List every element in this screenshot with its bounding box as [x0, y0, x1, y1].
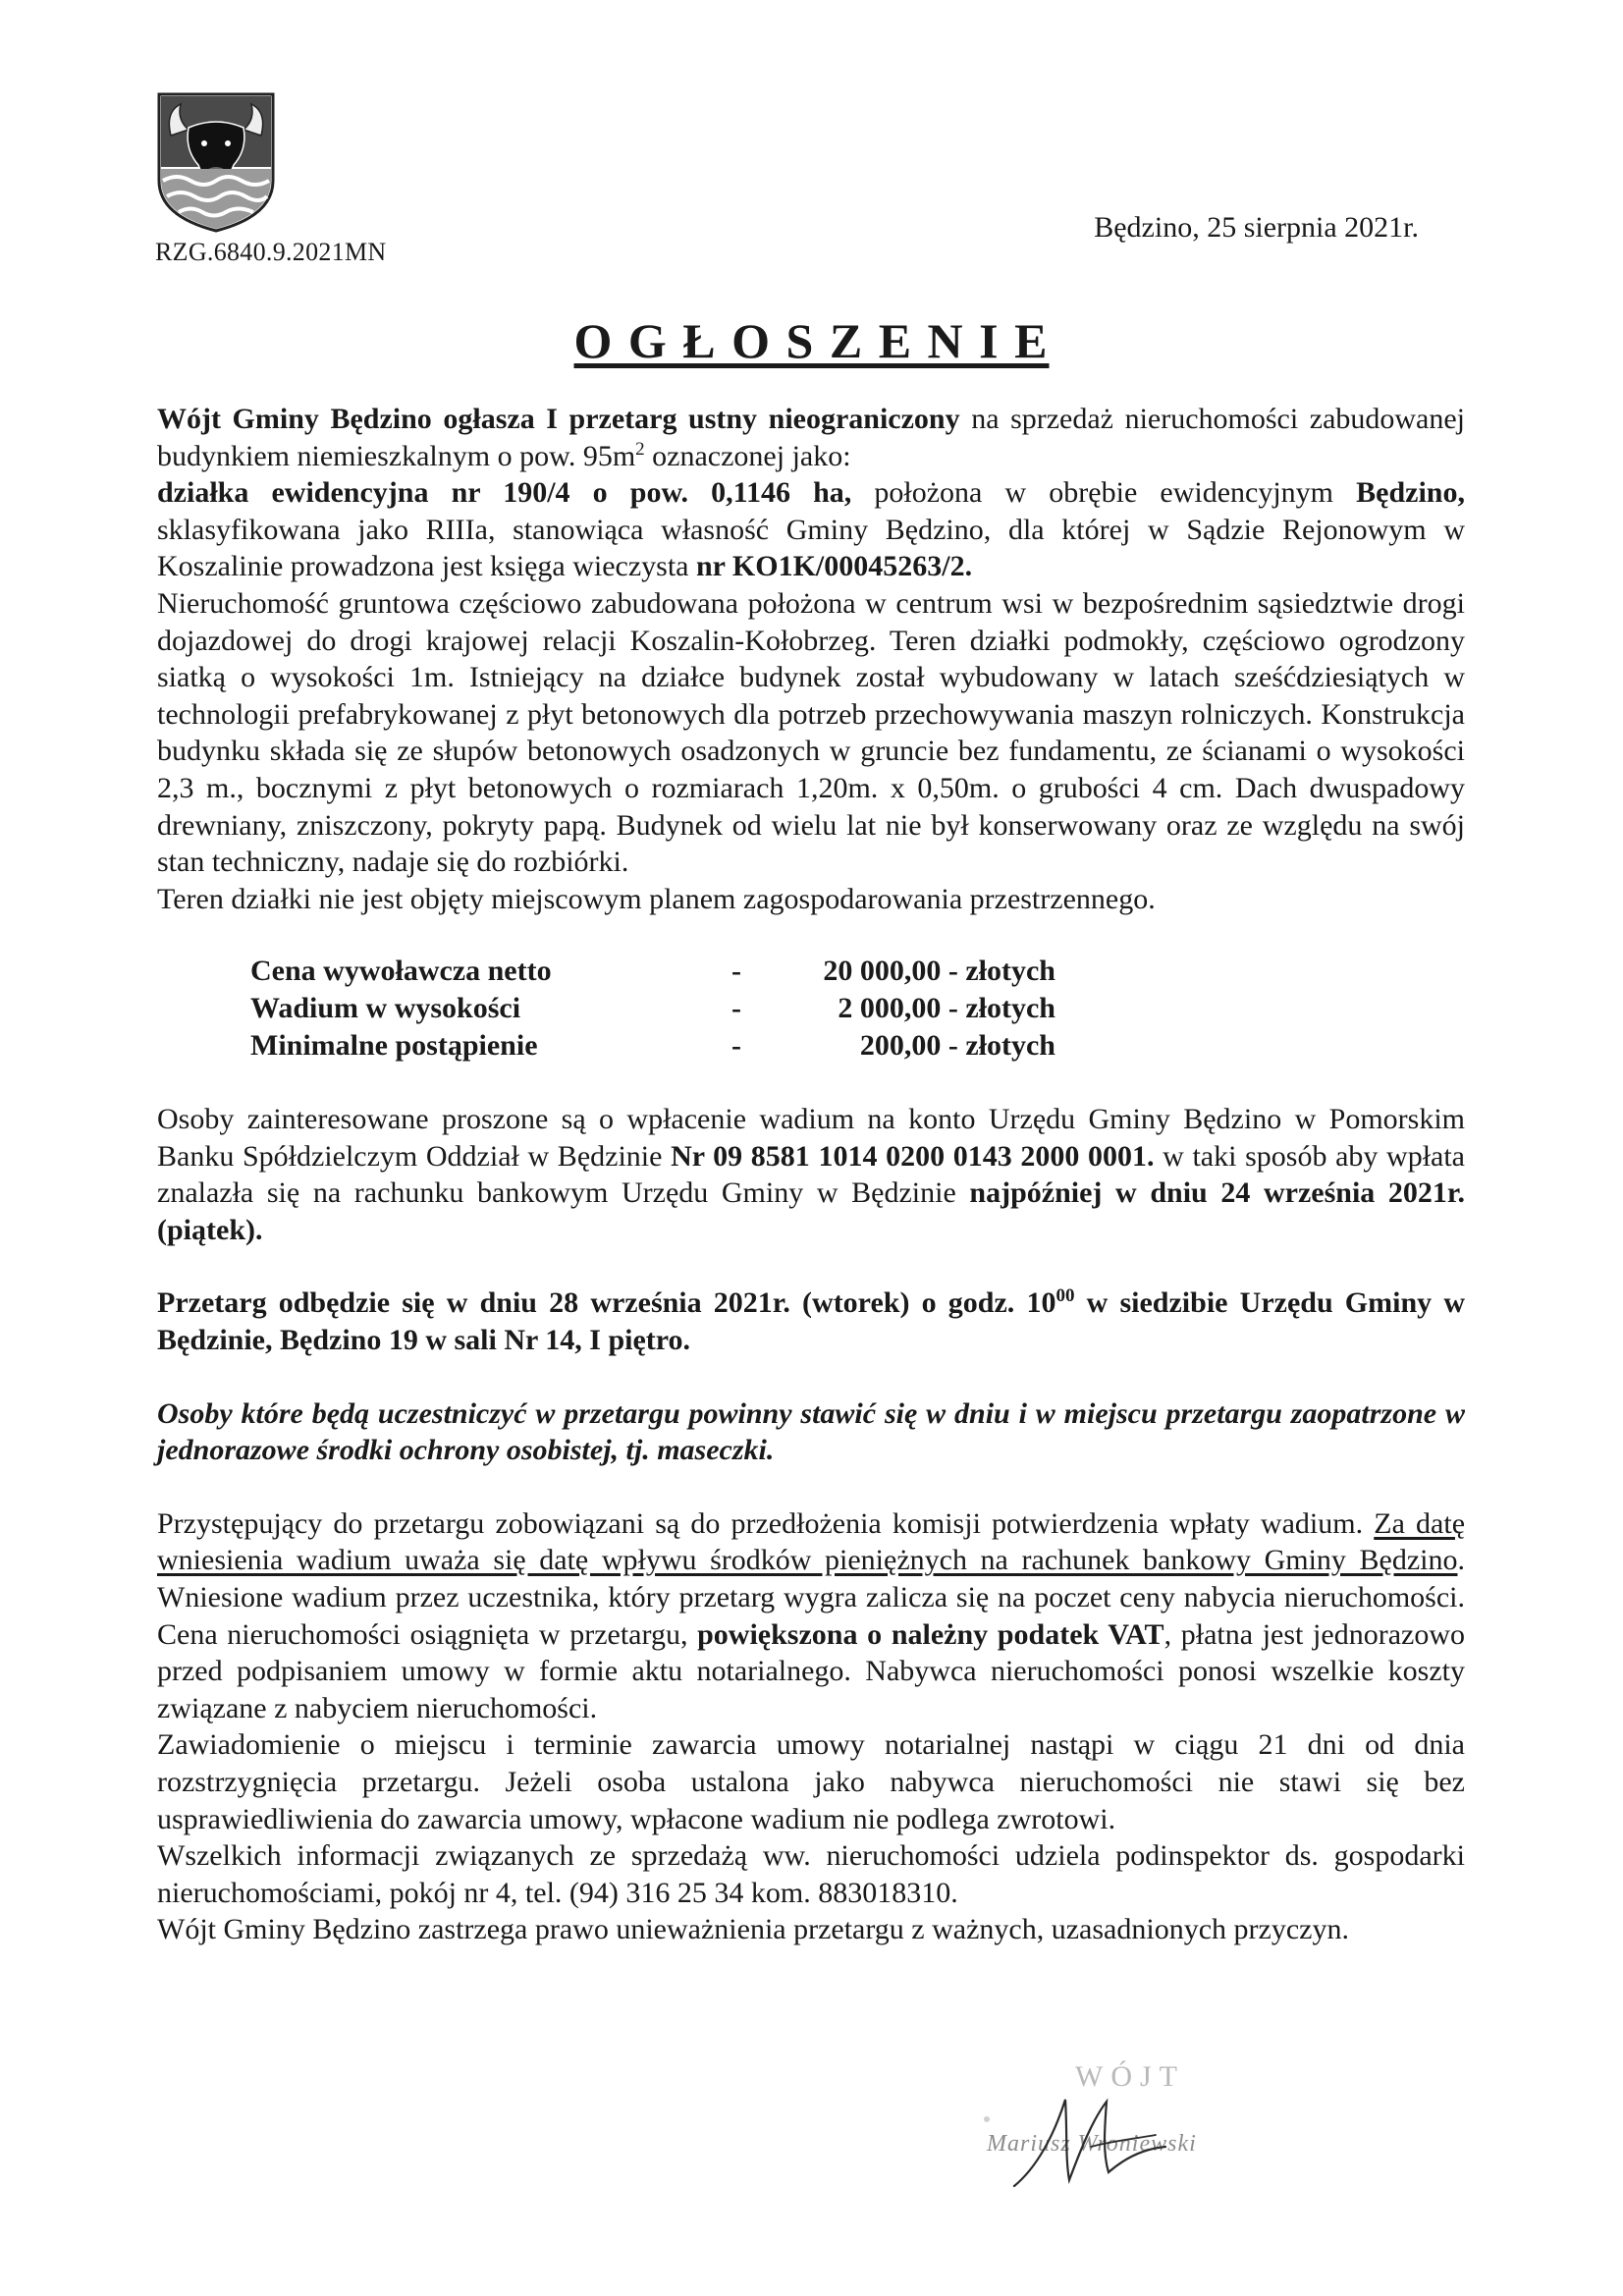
property-description-paragraph: Nieruchomość gruntowa częściowo zabudowana położona w centrum wsi w bezpośrednim sąsiedztwie drogi dojazdowej do drogi krajowej relacji Koszalin-Kołobrzeg. Teren działki podmokły, częściowo ogrodzony siatką o wysokości 1m. Istniejący na działce budynek został wybudowany w latach sześćdziesiątych w technologii prefabrykowanej z płyt betonowych dla potrzeb przechowywania maszyn rolniczych. Konstrukcja budynku składa się ze słupów betonowych osadzonych w gruncie bez fundamentu, ze ścianami o wysokości 2,3 m., bocznymi z płyt betonowych o rozmiarach 1,20m. x 0,50m. o grubości 4 cm. Dach dwuspadowy drewniany, zniszczony, pokryty papą. Budynek od wielu lat nie był konserwowany oraz ze względu na swój stan techniczny, nadaje się do rozbiórki. — [157, 586, 1465, 879]
notarial-contract-paragraph: Zawiadomienie o miejscu i terminie zawarcia umowy notarialnej nastąpi w ciągu 21 dni od dnia rozstrzygnięcia przetargu. Jeżeli osoba ustalona jako nabywca nieruchomości nie stawi się bez usprawiedliwienia do zawarcia umowy, wpłacone wadium nie podlega zwrotowi. — [157, 1728, 1465, 1835]
text-run: sklasyfikowana jako RIIIa, stanowiąca własność Gminy Będzino, dla której w Sądzie Rejonowym w Koszalinie prowadzona jest księga wieczysta — [157, 513, 1465, 583]
price-row — [250, 1027, 1055, 1065]
coat-of-arms-icon — [155, 90, 277, 234]
signature-stamp-name: Mariusz Wroniewski — [987, 2131, 1197, 2157]
price-row — [250, 953, 1055, 990]
deposit-payment-paragraph — [157, 1101, 1465, 1248]
mask-notice-paragraph — [157, 1395, 1465, 1469]
deposit-deadline: najpóźniej w dniu 24 września 2021r. (piątek). — [157, 1176, 1465, 1246]
price-dash: - — [731, 955, 741, 988]
price-value: 20 000,00 - złotych — [823, 955, 1055, 988]
bank-account-number: Nr 09 8581 1014 0200 0143 2000 0001. — [671, 1139, 1155, 1173]
text-run: oznaczonej jako: — [644, 439, 851, 472]
text-run: Za datę wniesienia wadium uważa się datę wpływu środków pieniężnych na rachunek bankowy Gminy Będzino — [157, 1506, 1466, 1577]
price-value: 200,00 - złotych — [859, 1028, 1055, 1062]
document-date: Będzino, 25 sierpnia 2021r. — [1094, 211, 1419, 244]
price-row — [250, 990, 1055, 1027]
text-run — [432, 403, 444, 435]
document-title: O G Ł O S Z E N I E — [573, 313, 1050, 368]
auction-announcement-paragraph — [157, 401, 1465, 585]
text-run: Osoby które będą uczestniczyć w przetargu powinny stawić się w dniu i w miejscu przetargu zaopatrzone w jednorazowe środki ochrony osobistej, tj. maseczki. — [157, 1396, 1465, 1467]
text-run: w siedzibie Urzędu Gminy w Będzinie, Będzino 19 w sali Nr 14, I piętro. — [157, 1286, 1465, 1357]
auction-date-paragraph — [157, 1285, 1465, 1358]
text-run: położona w obrębie ewidencyjnym — [851, 476, 1357, 510]
price-dash: - — [731, 991, 741, 1024]
participants-paragraph — [157, 1505, 1465, 1727]
reservation-paragraph: Wójt Gminy Będzino zastrzega prawo unieważnienia przetargu z ważnych, uzasadnionych przyczyn. — [157, 1913, 1349, 1946]
price-label: Minimalne postąpienie — [250, 1028, 538, 1062]
document-body — [157, 401, 1465, 1948]
text-run: działka ewidencyjna nr 190/4 o pow. 0,1146 ha, — [157, 476, 852, 510]
text-run: . Wniesione wadium przez uczestnika, który przetarg wygra zalicza się na poczet ceny nabycia nieruchomości. Cena nieruchomości osiągnięta w przetargu, — [157, 1544, 1465, 1651]
signature-block — [977, 2060, 1311, 2208]
text-run: nr KO1K/00045263/2. — [695, 550, 973, 583]
superscript: 00 — [1055, 1285, 1075, 1307]
handwritten-signature-icon — [997, 2090, 1183, 2200]
zoning-paragraph: Teren działki nie jest objęty miejscowym planem zagospodarowania przestrzennego. — [157, 882, 1156, 915]
text-run: na sprzedaż nieruchomości zabudowanej budynkiem niemieszkalnym o pow. 95m — [157, 403, 1466, 472]
text-run: Przetarg odbędzie się w dniu 28 września 2021r. (wtorek) o godz. 10 — [157, 1286, 1056, 1320]
text-run: , płatna jest jednorazowo przed podpisaniem umowy w formie aktu notarialnego. Nabywca nieruchomości ponosi wszelkie koszty związane z nabyciem nieruchomości. — [157, 1617, 1465, 1724]
price-label: Wadium w wysokości — [250, 991, 521, 1024]
price-table — [250, 953, 1055, 1064]
text-run: ogłasza I przetarg ustny nieograniczony — [443, 403, 960, 435]
text-run: Będzino, — [1356, 476, 1465, 510]
superscript: 2 — [635, 438, 645, 460]
price-label: Cena wywoławcza netto — [250, 955, 552, 988]
price-value: 2 000,00 - złotych — [838, 991, 1055, 1024]
text-run: w taki sposób aby wpłata znalazła się na rachunku bankowym Urzędu Gminy w Będzinie — [157, 1139, 1465, 1210]
text-run: Przystępujący do przetargu zobowiązani są do przedłożenia komisji potwierdzenia wpłaty wadium. — [157, 1506, 1375, 1540]
reference-number: RZG.6840.9.2021MN — [155, 238, 387, 266]
text-run: powiększona o należny podatek VAT — [697, 1617, 1164, 1651]
signature-stamp-title: WÓJT — [1075, 2060, 1185, 2093]
text-run: Wójt Gminy Będzino — [157, 403, 432, 435]
price-dash: - — [731, 1028, 741, 1062]
text-run: Osoby zainteresowane proszone są o wpłacenie wadium na konto Urzędu Gminy Będzino w Pomorskim Banku Spółdzielczym Oddział w Będzinie — [157, 1103, 1465, 1173]
contact-paragraph: Wszelkich informacji związanych ze sprzedażą ww. nieruchomości udziela podinspektor ds. gospodarki nieruchomościami, pokój nr 4, tel. (94) 316 25 34 kom. 883018310. — [157, 1839, 1465, 1909]
